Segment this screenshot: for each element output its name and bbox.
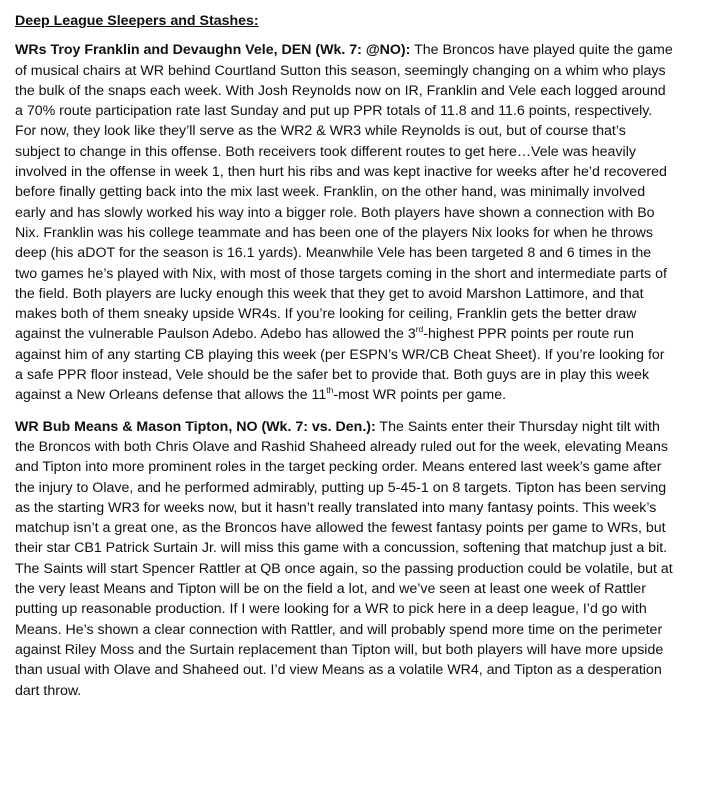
- paragraph-text-b: -highest PPR points per route run against him of any starting CB playing this week (per ESPN’s WR/CB Cheat Sheet). If you’re looking for a safe PPR floor instead, Vele should be the safer bet to provide that. Both guys are in play this week against a New Orleans defense that allows the 11: [15, 326, 665, 404]
- paragraph-text-c: -most WR points per game.: [333, 387, 507, 404]
- paragraph-lead-franklin-vele: WRs Troy Franklin and Devaughn Vele, DEN (Wk. 7: @NO):: [15, 42, 411, 59]
- ordinal-suffix-rd: rd: [415, 324, 424, 335]
- paragraph-text-a: The Broncos have played quite the game of musical chairs at WR behind Courtland Sutton this season, seemingly changing on a whim who plays the bulk of the snaps each week. With Josh Reynolds now on IR, Franklin and Vele each logged around a 70% route participation rate last Sunday and put up PPR totals of 11.8 and 11.6 points, respectively. For now, they look like they’ll serve as the WR2 & WR3 while Reynolds is out, but of course that’s subject to change in this offense. Both receivers took different routes to get here…Vele was heavily involved in the offense in week 1, then hurt his ribs and was kept inactive for weeks after he’d recovered before finally getting back into the mix last week. Franklin, on the other hand, was minimally involved early and has slowly worked his way into a bigger role. Both players have shown a connection with Bo Nix. Franklin was his college teammate and has been one of the players Nix looks for when he throws deep (his aDOT for the season is 16.1 yards). Meanwhile Vele has been targeted 8 and 6 times in the two games he’s played with Nix, with most of those targets coming in the short and intermediate parts of the field. Both players are lucky enough this week that they get to avoid Marshon Lattimore, and that makes both of them sneaky upside WR4s. If you’re looking for ceiling, Franklin gets the better draw against the vulnerable Paulson Adebo. Adebo has allowed the 3: [15, 42, 673, 343]
- paragraph-means-tipton: [15, 417, 674, 701]
- paragraph-lead-means-tipton: WR Bub Means & Mason Tipton, NO (Wk. 7: vs. Den.):: [15, 418, 376, 435]
- paragraph-franklin-vele: [15, 40, 674, 405]
- ordinal-suffix-th: th: [326, 385, 334, 396]
- paragraph-text: The Saints enter their Thursday night tilt with the Broncos with both Chris Olave and Rashid Shaheed already ruled out for the week, elevating Means and Tipton into more prominent roles in the target pecking order. Means entered last week’s game after the injury to Olave, and he performed admirably, putting up 5-45-1 on 8 targets. Tipton has been serving as the starting WR3 for weeks now, but it hasn’t really translated into many fantasy points. This week’s matchup isn’t a great one, as the Broncos have allowed the fewest fantasy points per game to WRs, but their star CB1 Patrick Surtain Jr. will miss this game with a concussion, softening that matchup just a bit. The Saints will start Spencer Rattler at QB once again, so the passing production could be volatile, but at the very least Means and Tipton will be on the field a lot, and we’ve seen at least one week of Rattler putting up reasonable production. If I were looking for a WR to pick here in a deep league, I’d go with Means. He’s shown a clear connection with Rattler, and will probably spend more time on the perimeter against Riley Moss and the Surtain replacement than Tipton will, but both players will have more upside than usual with Olave and Shaheed out. I’d view Means as a volatile WR4, and Tipton as a desperation dart throw.: [15, 418, 673, 699]
- section-heading: Deep League Sleepers and Stashes:: [15, 13, 259, 29]
